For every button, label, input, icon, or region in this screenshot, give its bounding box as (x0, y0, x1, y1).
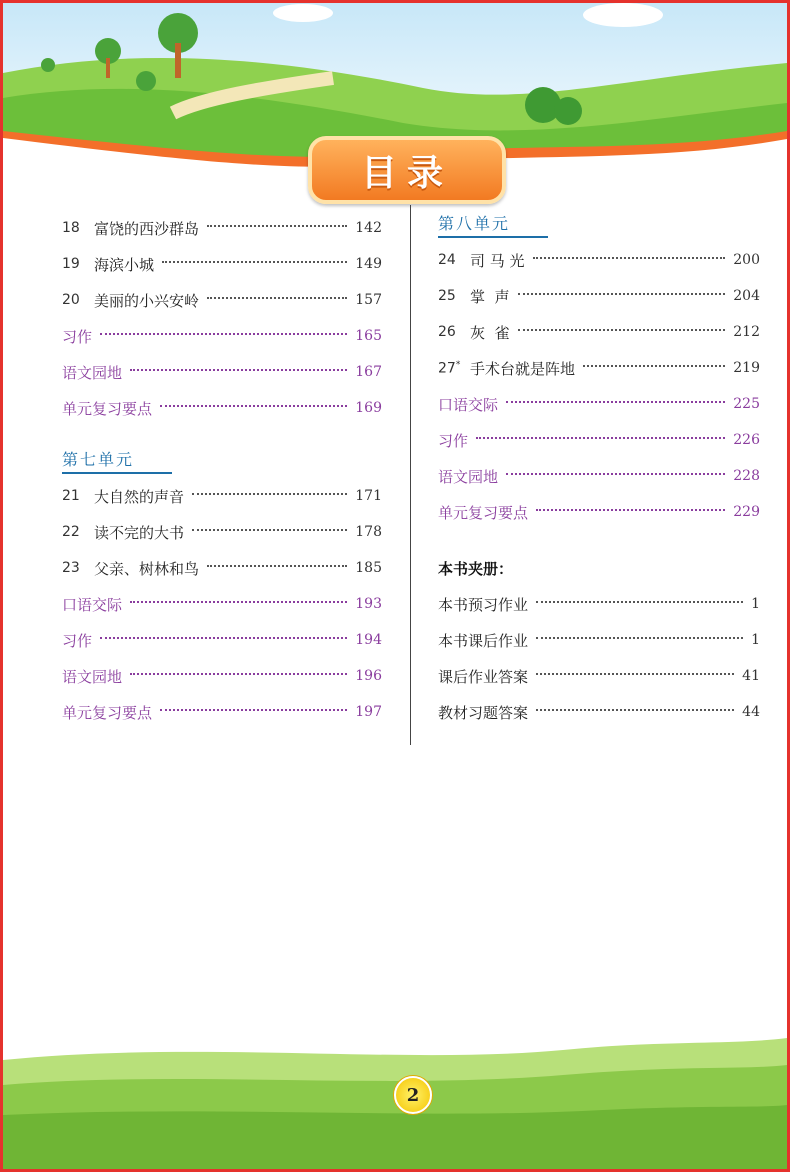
entry-page-number: 228 (733, 468, 760, 484)
toc-entry[interactable] (62, 550, 382, 586)
toc-entry[interactable] (438, 694, 760, 730)
toc-entry[interactable] (438, 658, 760, 694)
entry-page-number: 200 (733, 252, 760, 268)
dot-leader (476, 437, 725, 439)
entry-title: 灰 雀 (470, 323, 510, 342)
lesson-number: 23 (62, 560, 80, 576)
toc-entry[interactable] (62, 478, 382, 514)
entry-page-number: 142 (355, 220, 382, 236)
entry-title: 富饶的西沙群岛 (94, 219, 200, 238)
entry-title: 习作 (62, 631, 93, 650)
lesson-number: 22 (62, 524, 80, 540)
entry-title: 课后作业答案 (438, 667, 529, 686)
entry-title: 掌 声 (470, 287, 510, 306)
toc-entry[interactable] (438, 278, 760, 314)
entry-page-number: 197 (355, 704, 382, 720)
lesson-number: 27* (438, 359, 461, 377)
entry-title: 本书课后作业 (438, 631, 529, 650)
dot-leader (160, 405, 347, 407)
entry-title: 大自然的声音 (94, 487, 185, 506)
dot-leader (207, 565, 347, 567)
lesson-number: 19 (62, 256, 80, 272)
toc-list-supplement (438, 586, 760, 730)
toc-entry[interactable] (438, 458, 760, 494)
entry-page-number: 1 (751, 632, 760, 648)
toc-left-column (62, 210, 382, 730)
dot-leader (130, 601, 347, 603)
entry-page-number: 226 (733, 432, 760, 448)
toc-title-banner (308, 136, 506, 204)
entry-title: 本书预习作业 (438, 595, 529, 614)
entry-page-number: 193 (355, 596, 382, 612)
toc-entry[interactable] (62, 246, 382, 282)
entry-page-number: 196 (355, 668, 382, 684)
toc-entry[interactable] (62, 282, 382, 318)
toc-entry[interactable] (438, 314, 760, 350)
dot-leader (518, 329, 726, 331)
entry-title: 单元复习要点 (438, 503, 529, 522)
entry-title: 语文园地 (62, 363, 123, 382)
dot-leader (207, 297, 347, 299)
unit-heading-8: 第八单元 (438, 204, 760, 238)
entry-page-number: 219 (733, 360, 760, 376)
dot-leader (100, 333, 347, 335)
toc-entry[interactable] (62, 318, 382, 354)
entry-page-number: 41 (742, 668, 760, 684)
dot-leader (130, 673, 347, 675)
toc-entry[interactable] (62, 210, 382, 246)
entry-page-number: 212 (733, 324, 760, 340)
entry-page-number: 171 (355, 488, 382, 504)
dot-leader (518, 293, 726, 295)
entry-page-number: 185 (355, 560, 382, 576)
entry-title: 读不完的大书 (94, 523, 185, 542)
supplement-heading: 本书夹册： (438, 559, 514, 578)
entry-page-number: 178 (355, 524, 382, 540)
dot-leader (536, 709, 734, 711)
toc-entry[interactable] (62, 586, 382, 622)
toc-entry[interactable] (438, 242, 760, 278)
toc-entry[interactable] (62, 658, 382, 694)
dot-leader (162, 261, 347, 263)
entry-page-number: 44 (742, 704, 760, 720)
dot-leader (533, 257, 726, 259)
unit-heading-7: 第七单元 (62, 440, 382, 474)
entry-title: 教材习题答案 (438, 703, 529, 722)
lesson-number: 25 (438, 288, 456, 304)
entry-page-number: 149 (355, 256, 382, 272)
optional-star-mark: * (455, 359, 461, 370)
toc-entry[interactable] (438, 494, 760, 530)
page-number-badge: 2 (394, 1076, 432, 1114)
toc-list-unit6-tail (62, 210, 382, 426)
toc-entry[interactable] (62, 390, 382, 426)
entry-title: 口语交际 (62, 595, 123, 614)
entry-title: 美丽的小兴安岭 (94, 291, 200, 310)
entry-page-number: 165 (355, 328, 382, 344)
entry-title: 习作 (62, 327, 93, 346)
lesson-number: 21 (62, 488, 80, 504)
toc-list-unit7 (62, 478, 382, 730)
entry-title: 语文园地 (438, 467, 499, 486)
entry-page-number: 1 (751, 596, 760, 612)
dot-leader (506, 473, 725, 475)
dot-leader (536, 509, 725, 511)
dot-leader (130, 369, 347, 371)
entry-title: 单元复习要点 (62, 399, 153, 418)
entry-page-number: 157 (355, 292, 382, 308)
dot-leader (160, 709, 347, 711)
dot-leader (207, 225, 347, 227)
toc-right-column (438, 204, 760, 730)
toc-entry[interactable] (438, 350, 760, 386)
toc-entry[interactable] (62, 694, 382, 730)
entry-title: 口语交际 (438, 395, 499, 414)
toc-list-unit8 (438, 242, 760, 530)
dot-leader (536, 673, 734, 675)
toc-entry[interactable] (438, 422, 760, 458)
entry-title: 海滨小城 (94, 255, 155, 274)
column-divider (410, 205, 411, 745)
entry-page-number: 204 (733, 288, 760, 304)
entry-title: 司 马 光 (470, 251, 525, 270)
entry-title: 单元复习要点 (62, 703, 153, 722)
lesson-number: 24 (438, 252, 456, 268)
lesson-number: 20 (62, 292, 80, 308)
dot-leader (100, 637, 347, 639)
toc-entry[interactable] (438, 386, 760, 422)
dot-leader (506, 401, 725, 403)
toc-entry[interactable] (62, 622, 382, 658)
entry-page-number: 225 (733, 396, 760, 412)
entry-page-number: 229 (733, 504, 760, 520)
dot-leader (536, 637, 743, 639)
toc-entry[interactable] (62, 354, 382, 390)
entry-title: 手术台就是阵地 (470, 359, 576, 378)
entry-page-number: 194 (355, 632, 382, 648)
lesson-number: 18 (62, 220, 80, 236)
lesson-number: 26 (438, 324, 456, 340)
dot-leader (192, 493, 347, 495)
entry-title: 习作 (438, 431, 469, 450)
toc-entry[interactable] (62, 514, 382, 550)
dot-leader (583, 365, 725, 367)
entry-title: 语文园地 (62, 667, 123, 686)
dot-leader (536, 601, 743, 603)
entry-title: 父亲、树林和鸟 (94, 559, 200, 578)
dot-leader (192, 529, 347, 531)
toc-entry[interactable] (438, 622, 760, 658)
entry-page-number: 167 (355, 364, 382, 380)
page-title: 目录 (360, 152, 453, 194)
entry-page-number: 169 (355, 400, 382, 416)
toc-entry[interactable] (438, 586, 760, 622)
